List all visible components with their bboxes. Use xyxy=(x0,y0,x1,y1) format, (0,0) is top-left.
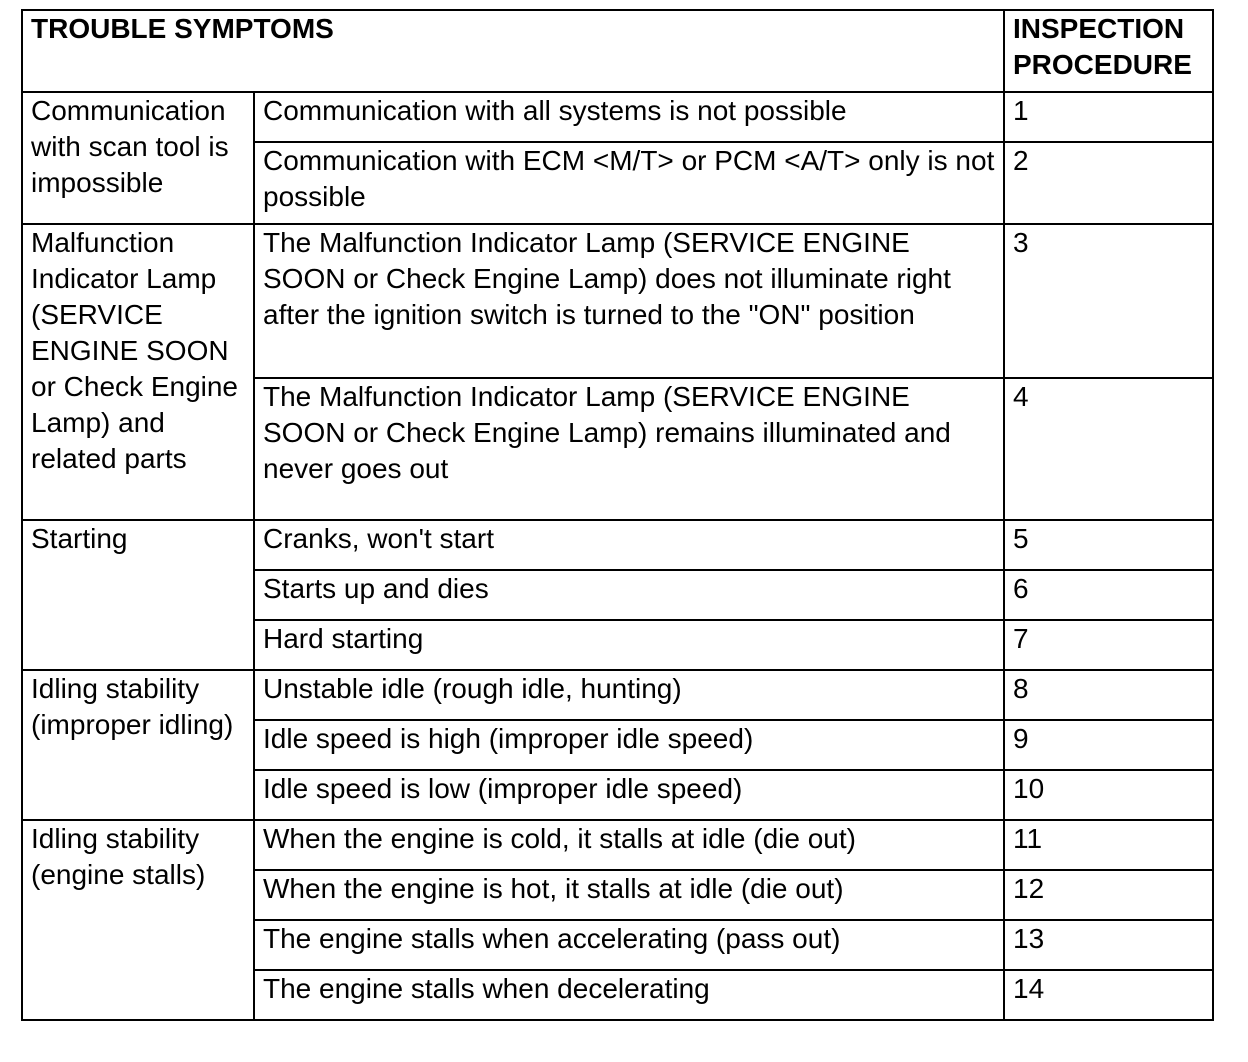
category-cell: Communication with scan tool is impossible xyxy=(22,92,254,224)
header-row xyxy=(22,10,1213,92)
category-cell: Starting xyxy=(22,520,254,670)
table-row xyxy=(22,92,1213,142)
symptom-cell: The engine stalls when accelerating (pass out) xyxy=(254,920,1004,970)
procedure-cell: 8 xyxy=(1004,670,1213,720)
procedure-cell: 9 xyxy=(1004,720,1213,770)
symptom-cell: Starts up and dies xyxy=(254,570,1004,620)
header-inspection-procedure: INSPECTION PROCEDURE xyxy=(1004,10,1213,92)
procedure-cell: 14 xyxy=(1004,970,1213,1020)
procedure-cell: 2 xyxy=(1004,142,1213,224)
procedure-cell: 13 xyxy=(1004,920,1213,970)
symptom-cell: Idle speed is low (improper idle speed) xyxy=(254,770,1004,820)
symptom-cell: Hard starting xyxy=(254,620,1004,670)
symptom-cell: Idle speed is high (improper idle speed) xyxy=(254,720,1004,770)
symptom-cell: When the engine is cold, it stalls at idle (die out) xyxy=(254,820,1004,870)
symptom-cell: Cranks, won't start xyxy=(254,520,1004,570)
symptom-cell: Unstable idle (rough idle, hunting) xyxy=(254,670,1004,720)
category-cell: Idling stability (engine stalls) xyxy=(22,820,254,1020)
table-row xyxy=(22,520,1213,570)
symptom-cell: The Malfunction Indicator Lamp (SERVICE ENGINE SOON or Check Engine Lamp) does not illuminate right after the ignition switch is turned to the "ON" position xyxy=(254,224,1004,378)
symptom-cell: Communication with ECM <M/T> or PCM <A/T> only is not possible xyxy=(254,142,1004,224)
table-row xyxy=(22,224,1213,378)
header-trouble-symptoms: TROUBLE SYMPTOMS xyxy=(22,10,1004,92)
procedure-cell: 3 xyxy=(1004,224,1213,378)
procedure-cell: 12 xyxy=(1004,870,1213,920)
trouble-symptoms-table xyxy=(21,9,1214,1021)
procedure-cell: 10 xyxy=(1004,770,1213,820)
symptom-cell: When the engine is hot, it stalls at idle (die out) xyxy=(254,870,1004,920)
symptom-cell: The Malfunction Indicator Lamp (SERVICE ENGINE SOON or Check Engine Lamp) remains illuminated and never goes out xyxy=(254,378,1004,520)
table-row xyxy=(22,820,1213,870)
procedure-cell: 11 xyxy=(1004,820,1213,870)
symptom-cell: Communication with all systems is not possible xyxy=(254,92,1004,142)
category-cell: Idling stability (improper idling) xyxy=(22,670,254,820)
procedure-cell: 5 xyxy=(1004,520,1213,570)
procedure-cell: 6 xyxy=(1004,570,1213,620)
table-row xyxy=(22,670,1213,720)
category-cell: Malfunction Indicator Lamp (SERVICE ENGINE SOON or Check Engine Lamp) and related parts xyxy=(22,224,254,520)
procedure-cell: 7 xyxy=(1004,620,1213,670)
procedure-cell: 4 xyxy=(1004,378,1213,520)
procedure-cell: 1 xyxy=(1004,92,1213,142)
symptom-cell: The engine stalls when decelerating xyxy=(254,970,1004,1020)
